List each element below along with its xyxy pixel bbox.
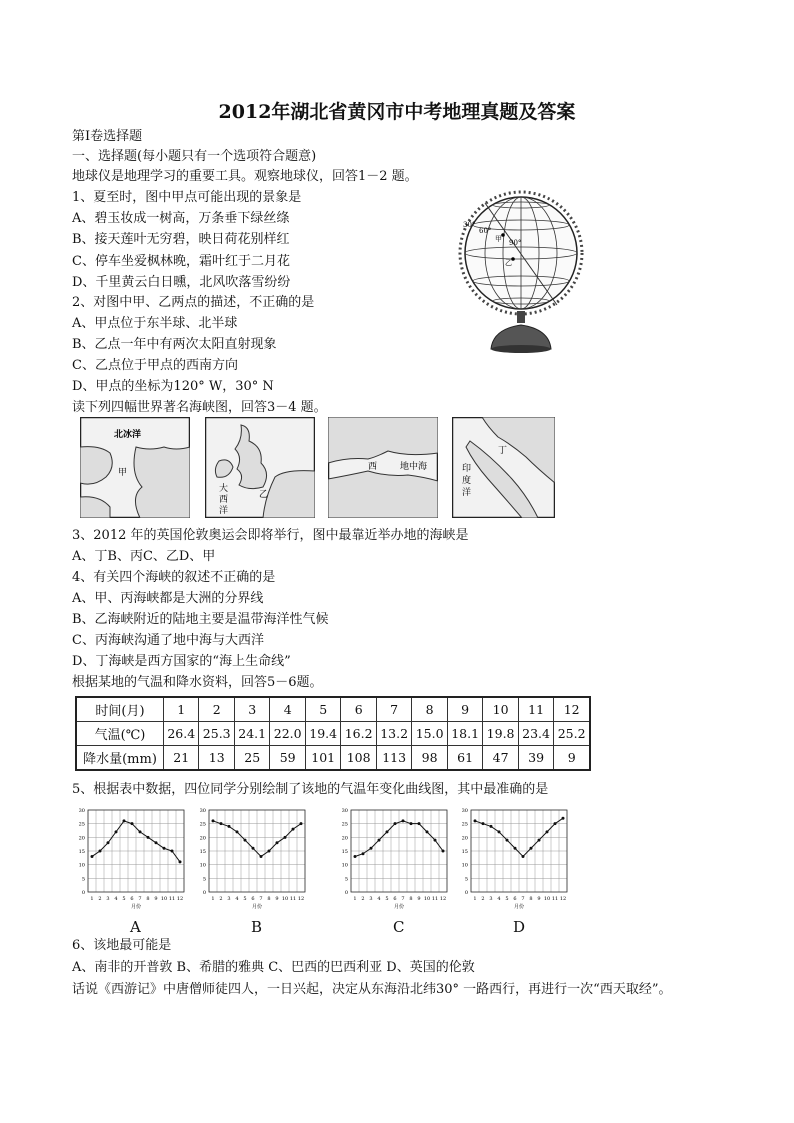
table-cell-temperature: 23.4 [518,722,553,746]
data-point [498,830,501,833]
data-point [260,855,263,858]
data-point [107,841,110,844]
table-cell-precipitation: 61 [447,746,482,771]
text-line: B、乙海峡附近的陆地主要是温带海洋性气候 [72,612,329,627]
data-point [402,819,405,822]
data-point [394,822,397,825]
text-line: D、甲点的坐标为120° W，30° N [72,379,274,394]
data-point [139,830,142,833]
x-tick-label: 7 [401,896,405,902]
y-tick-label: 0 [344,890,348,896]
text-line: D、千里黄云白日曛，北风吹落雪纷纷 [72,275,291,290]
table-cell-month: 11 [518,697,553,722]
text-line: A、碧玉妆成一树高，万条垂下绿丝绦 [72,211,290,226]
map-label-da: 大 [219,484,229,494]
data-point [530,847,533,850]
y-tick-label: 0 [202,890,206,896]
data-point [284,836,287,839]
y-tick-label: 10 [461,862,468,869]
data-point [474,819,477,822]
x-tick-label: 4 [377,896,381,902]
map-label-ding: 丁 [498,446,508,456]
table-cell-month: 10 [483,697,518,722]
data-point [123,819,126,822]
chart-option-letter: A [130,918,141,936]
table-cell-month: 3 [234,697,269,722]
x-tick-label: 5 [505,896,509,902]
table-cell-temperature: 13.2 [376,722,411,746]
x-tick-label: 1 [353,896,357,902]
table-cell-month: 6 [341,697,376,722]
table-row-temperature [76,722,590,746]
data-point [155,841,158,844]
x-tick-label: 7 [259,896,263,902]
temperature-chart [335,802,453,914]
y-tick-label: 10 [341,862,348,869]
data-point [546,830,549,833]
map-label-jia: 甲 [118,468,128,478]
table-cell-precipitation: 21 [164,746,199,771]
table-cell-temperature: 25.2 [554,722,590,746]
text-line: C、乙点位于甲点的西南方向 [72,358,238,373]
strait-map-jia [80,417,190,518]
chart-option-letter: B [251,918,263,936]
table-cell-precipitation: 108 [341,746,376,771]
table-cell-precipitation: 98 [412,746,447,771]
globe-label-60: 60° [479,227,492,235]
x-tick-label: 8 [529,896,533,902]
y-tick-label: 20 [199,835,206,842]
x-tick-label: 6 [130,896,134,902]
data-point [276,841,279,844]
strait-map-bing [328,417,438,518]
x-tick-label: 11 [431,896,439,902]
table-cell-month: 1 [164,697,199,722]
x-tick-label: 12 [439,896,447,902]
x-tick-label: 12 [559,896,567,902]
x-tick-label: 10 [160,896,168,902]
y-tick-label: 15 [461,849,468,855]
y-tick-label: 20 [341,835,348,842]
data-point [386,830,389,833]
x-tick-label: 1 [90,896,94,902]
y-tick-label: 5 [464,876,468,883]
data-point [362,852,365,855]
text-line: 第Ⅰ卷选择题 [72,129,143,144]
text-line: 地球仪是地理学习的重要工具。观察地球仪，回答1－2 题。 [72,169,418,184]
x-tick-label: 9 [275,896,279,902]
x-tick-label: 9 [417,896,421,902]
x-tick-label: 10 [281,896,289,902]
table-cell-precipitation: 13 [199,746,234,771]
text-line: B、接天莲叶无穷碧，映日荷花别样红 [72,232,290,247]
question-5: 5、根据表中数据，四位同学分别绘制了该地的气温年变化曲线图，其中最准确的是 [72,782,549,797]
temperature-chart [455,802,573,914]
text-line: D、丁海峡是西方国家的“海上生命线” [72,654,291,669]
x-tick-label: 2 [361,896,365,902]
text-line: 读下列四幅世界著名海峡图，回答3－4 题。 [72,400,327,415]
x-tick-label: 12 [297,896,305,902]
table-cell-month: 2 [199,697,234,722]
data-point [91,855,94,858]
data-point [179,860,182,863]
x-tick-label: 7 [521,896,525,902]
table-cell-temperature: 19.8 [483,722,518,746]
data-point [99,850,102,853]
x-tick-label: 6 [251,896,255,902]
x-tick-label: 3 [106,896,110,902]
x-tick-label: 3 [369,896,373,902]
chart-option-letter: D [513,918,526,936]
table-cell-precipitation: 47 [483,746,518,771]
text-line: C、停车坐爱枫林晚，霜叶红于二月花 [72,254,290,269]
data-point [268,850,271,853]
data-point [482,822,485,825]
y-tick-label: 10 [199,862,206,869]
y-tick-label: 15 [78,849,85,855]
globe-label-jia: 甲 [495,235,502,243]
table-cell-precipitation: 101 [305,746,340,771]
map-label-xi: 西 [219,495,229,505]
table-header-precipitation: 降水量(mm) [76,746,164,771]
data-point [236,830,239,833]
x-tick-label: 4 [114,896,118,902]
x-tick-label: 5 [243,896,247,902]
map-label-bing: 西 [368,462,378,472]
x-tick-label: 5 [122,896,126,902]
table-row-months [76,697,590,722]
x-tick-label: 8 [146,896,150,902]
data-point [378,839,381,842]
globe-label-30: 30° [463,221,476,229]
table-cell-temperature: 24.1 [234,722,269,746]
strait-map-yi [205,417,315,518]
table-cell-temperature: 18.1 [447,722,482,746]
map-label-arctic: 北冰洋 [114,430,142,440]
text-line: 4、有关四个海峡的叙述不正确的是 [72,570,276,585]
map-label-yi: 乙 [259,490,269,500]
data-point [252,847,255,850]
data-point [212,819,215,822]
data-point [426,830,429,833]
data-point [562,817,565,820]
x-tick-label: 6 [393,896,397,902]
map-label-mediterranean: 地中海 [400,462,428,472]
data-point [171,850,174,853]
y-tick-label: 15 [341,849,348,855]
y-tick-label: 20 [78,835,85,842]
x-tick-label: 4 [235,896,239,902]
climate-table [75,696,591,771]
table-row-precipitation [76,746,590,771]
document-title: 2012年湖北省黄冈市中考地理真题及答案 [218,101,576,123]
x-axis-label: 月份 [513,904,525,910]
question-6: 6、该地最可能是 [72,938,172,953]
text-line: A、丁B、丙C、乙D、甲 [72,549,216,564]
x-tick-label: 8 [409,896,413,902]
data-point [418,822,421,825]
table-cell-temperature: 15.0 [412,722,447,746]
text-line: 1、夏至时，图中甲点可能出现的景象是 [72,190,302,205]
text-line: C、丙海峡沟通了地中海与大西洋 [72,633,264,648]
data-point [370,847,373,850]
globe-label-90: 90° [509,239,522,247]
x-tick-label: 7 [138,896,142,902]
data-point [300,822,303,825]
table-header-time: 时间(月) [76,697,164,722]
data-point [244,839,247,842]
data-point [538,839,541,842]
data-point [434,839,437,842]
text-line: 一、选择题(每小题只有一个选项符合题意) [72,149,317,164]
data-point [514,847,517,850]
x-axis-label: 月份 [393,904,405,910]
x-tick-label: 2 [219,896,223,902]
table-cell-temperature: 16.2 [341,722,376,746]
table-cell-temperature: 19.4 [305,722,340,746]
data-point [228,825,231,828]
chart-option-letter: C [393,918,405,936]
y-tick-label: 25 [78,821,85,828]
table-cell-precipitation: 9 [554,746,590,771]
text-line: 3、2012 年的英国伦敦奥运会即将举行，图中最靠近举办地的海峡是 [72,528,469,543]
y-tick-label: 5 [202,876,206,883]
y-tick-label: 15 [199,849,206,855]
x-tick-label: 11 [289,896,297,902]
x-axis-label: 月份 [251,904,263,910]
x-tick-label: 1 [211,896,215,902]
x-tick-label: 12 [176,896,184,902]
x-tick-label: 2 [481,896,485,902]
text-line: 根据某地的气温和降水资料，回答5－6题。 [72,675,323,690]
x-tick-label: 9 [154,896,158,902]
question-6-options: A、南非的开普敦 B、希腊的雅典 C、巴西的巴西利亚 D、英国的伦敦 [72,960,475,975]
y-tick-label: 30 [199,808,206,814]
x-tick-label: 6 [513,896,517,902]
map-label-du: 度 [462,476,472,486]
x-tick-label: 11 [168,896,176,902]
data-point [506,839,509,842]
text-line: A、甲、丙海峡都是大洲的分界线 [72,591,264,606]
temperature-chart [72,802,190,914]
data-point [442,850,445,853]
table-cell-month: 9 [447,697,482,722]
table-cell-month: 4 [270,697,305,722]
x-tick-label: 5 [385,896,389,902]
data-point [490,825,493,828]
table-cell-precipitation: 39 [518,746,553,771]
table-cell-precipitation: 59 [270,746,305,771]
x-tick-label: 2 [98,896,102,902]
x-tick-label: 10 [423,896,431,902]
data-point [131,822,134,825]
x-tick-label: 10 [543,896,551,902]
table-cell-temperature: 25.3 [199,722,234,746]
data-point [354,855,357,858]
table-header-temperature: 气温(℃) [76,722,164,746]
globe-figure [455,183,585,355]
data-point [115,830,118,833]
table-cell-month: 12 [554,697,590,722]
table-cell-precipitation: 113 [376,746,411,771]
y-tick-label: 5 [344,876,348,883]
temperature-chart [193,802,311,914]
map-label-yang2: 洋 [462,488,472,498]
y-tick-label: 25 [461,821,468,828]
y-tick-label: 30 [78,808,85,814]
y-tick-label: 20 [461,835,468,842]
y-tick-label: 5 [81,876,85,883]
table-cell-month: 8 [412,697,447,722]
x-tick-label: 3 [227,896,231,902]
y-tick-label: 25 [199,821,206,828]
x-tick-label: 9 [537,896,541,902]
x-tick-label: 4 [497,896,501,902]
table-cell-precipitation: 25 [234,746,269,771]
y-tick-label: 0 [464,890,468,896]
table-cell-temperature: 22.0 [270,722,305,746]
map-label-yin: 印 [462,464,472,474]
data-point [147,836,150,839]
table-cell-month: 7 [376,697,411,722]
x-tick-label: 8 [267,896,271,902]
map-label-yang: 洋 [219,506,229,516]
y-tick-label: 30 [341,808,348,814]
data-point [292,828,295,831]
globe-label-yi: 乙 [505,259,512,267]
x-axis-label: 月份 [130,904,142,910]
text-line: B、乙点一年中有两次太阳直射现象 [72,337,277,352]
y-tick-label: 30 [461,808,468,814]
data-point [220,822,223,825]
x-tick-label: 1 [473,896,477,902]
y-tick-label: 10 [78,862,85,869]
data-point [410,822,413,825]
table-cell-month: 5 [305,697,340,722]
text-line: 2、对图中甲、乙两点的描述，不正确的是 [72,295,315,310]
y-tick-label: 0 [81,890,85,896]
text-line: A、甲点位于东半球、北半球 [72,316,238,331]
x-tick-label: 11 [551,896,559,902]
strait-map-ding [452,417,555,518]
data-point [554,822,557,825]
data-point [163,847,166,850]
table-cell-temperature: 26.4 [164,722,199,746]
closing-passage: 话说《西游记》中唐僧师徒四人，一日兴起，决定从东海沿北纬30° 一路西行，再进行一次“西天取经”。 [72,982,672,997]
x-tick-label: 3 [489,896,493,902]
y-tick-label: 25 [341,821,348,828]
data-point [522,855,525,858]
